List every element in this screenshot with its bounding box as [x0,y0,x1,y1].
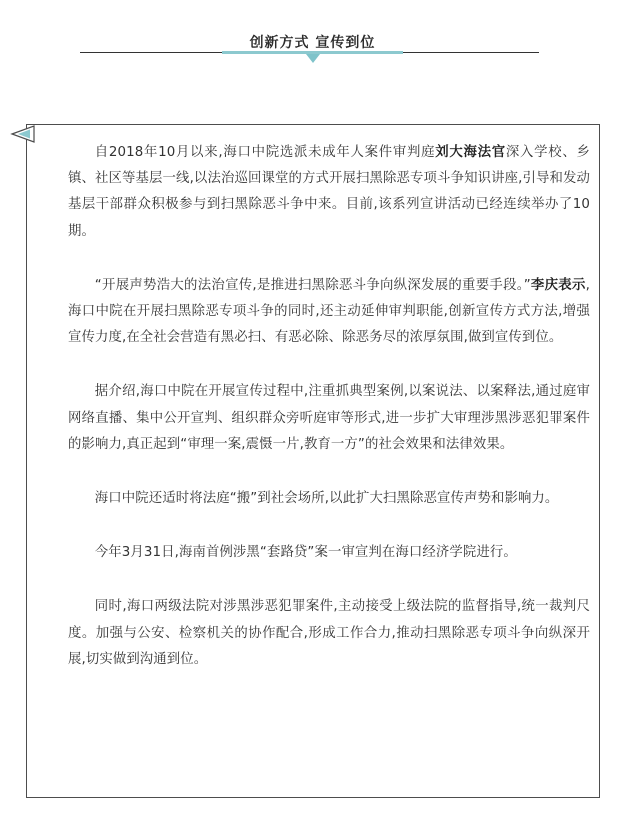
paragraph-2 [68,273,590,352]
paragraph-3: 据介绍,海口中院在开展宣传过程中,注重抓典型案例,以案说法、以案释法,通过庭审网络直播、集中公开宣判、组织群众旁听庭审等形式,进一步扩大审理涉黑涉恶犯罪案件的影响力,真正起到“审理一案,震慑一片,教育一方”的社会效果和法律效果。 [68,384,590,452]
paragraph-1 [68,140,590,245]
speaker-name: 李庆表示 [530,277,586,293]
article-body [68,140,590,701]
paragraph-2-text: ,海口中院在开展扫黑除恶专项斗争的同时,还主动延伸审判职能,创新宣传方式方法,增强宣传力度,在全社会营造有黑必扫、有恶必除、除恶务尽的浓厚氛围,做到宣传到位。 [68,277,590,346]
header-down-arrow-icon [306,54,320,63]
section-title: 创新方式 宣传到位 [249,35,376,51]
judge-name: 刘大海法官 [435,145,506,160]
paragraph-6: 同时,海口两级法院对涉黑涉恶犯罪案件,主动接受上级法院的监督指导,统一裁判尺度。加强与公安、检察机关的协作配合,形成工作合力,推动扫黑除恶专项斗争向纵深开展,切实做到沟通到位。 [68,599,590,667]
paragraph-1-text-c: 深入学校、乡镇、社区等基层一线,以法治巡回课堂的方式开展扫黑除恶专项斗争知识讲座,引导和发动基层干部群众积极参与到扫黑除恶斗争中来。目前,该系列宣讲活动已经连续举办了10期。 [68,145,591,239]
paragraph-1-text-a: 自2018年10月以来,海口中院选派未成年人案件审判庭 [94,145,436,160]
section-header [0,0,625,70]
corner-triangle-icon [10,124,36,144]
paragraph-4: 海口中院还适时将法庭“搬”到社会场所,以此扩大扫黑除恶宣传声势和影响力。 [94,491,559,507]
header-divider-left [80,52,222,53]
paragraph-5: 今年3月31日,海南首例涉黑“套路贷”案一审宣判在海口经济学院进行。 [94,545,517,561]
header-divider-right [403,52,539,53]
paragraph-2-quote: “开展声势浩大的法治宣传,是推进扫黑除恶斗争向纵深发展的重要手段。” [94,277,531,293]
